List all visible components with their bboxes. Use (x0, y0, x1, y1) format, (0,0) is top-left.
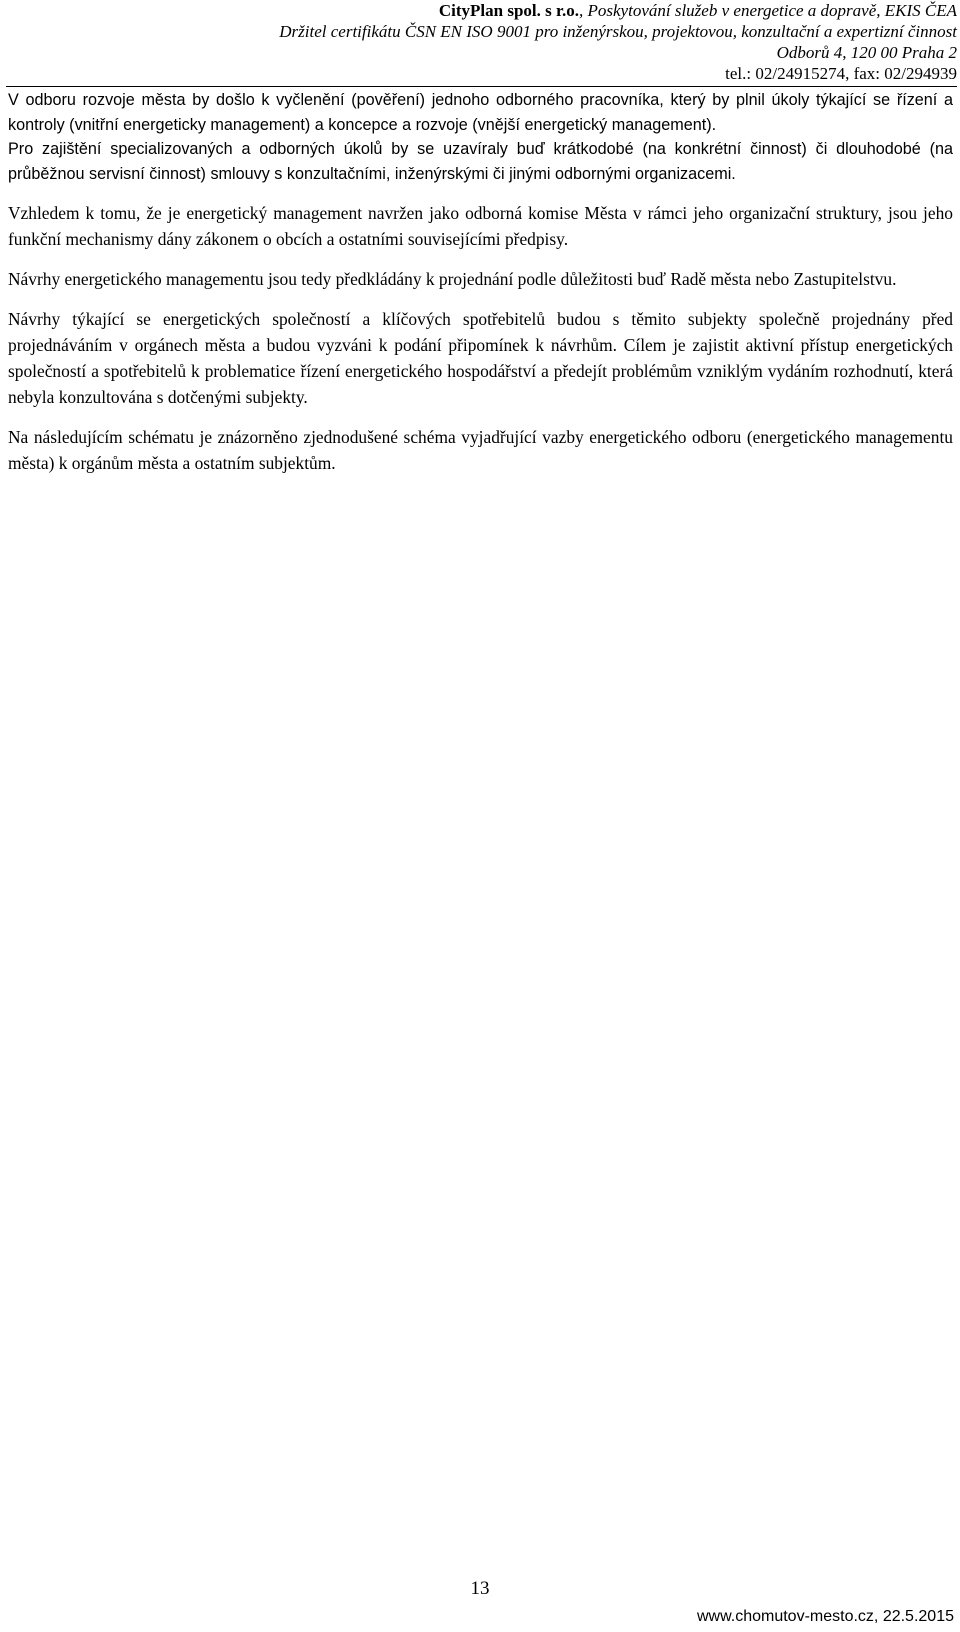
document-body (8, 88, 953, 476)
header-address: Odborů 4, 120 00 Praha 2 (776, 43, 957, 62)
page-number: 13 (470, 1578, 490, 1599)
paragraph-1: V odboru rozvoje města by došlo k vyčlenění (pověření) jednoho odborného pracovníka, který by plnil úkoly týkající se řízení a kontroly (vnitřní energeticky management) a koncepce a rozvoje (vnější energetický management). (8, 91, 953, 134)
header-certification: Držitel certifikátu ČSN EN ISO 9001 pro inženýrskou, projektovou, konzultační a expertizní činnost (279, 22, 957, 41)
footer-url: www.chomutov-mesto.cz, 22.5.2015 (696, 1608, 954, 1625)
paragraph-6: Na následujícím schématu je znázorněno zjednodušené schéma vyjadřující vazby energetického odboru (energetického managementu města) k orgánům města a ostatním subjektům. (8, 427, 953, 473)
paragraph-spacer (8, 292, 953, 306)
paragraph-spacer (8, 252, 953, 266)
paragraph-spacer (8, 186, 953, 200)
company-services: , Poskytování služeb v energetice a dopravě, EKIS ČEA (579, 1, 957, 20)
document-header (7, 0, 957, 84)
company-name: CityPlan spol. s r.o. (438, 1, 580, 20)
header-contact: tel.: 02/24915274, fax: 02/294939 (725, 64, 957, 83)
paragraph-4: Návrhy energetického managementu jsou tedy předkládány k projednání podle důležitosti buď Radě města nebo Zastupitelstvu. (8, 269, 897, 289)
paragraph-2: Pro zajištění specializovaných a odborných úkolů by se uzavíraly buď krátkodobé (na konkrétní činnost) či dlouhodobé (na průběžnou servisní činnost) smlouvy s konzultačními, inženýrskými či jinými odbornými organizacemi. (8, 140, 953, 183)
paragraph-5: Návrhy týkající se energetických společností a klíčových spotřebitelů budou s těmito subjekty společně projednány před projednáváním v orgánech města a budou vyzváni k podání připomínek k návrhům. Cílem je zajistit aktivní přístup energetických společností a spotřebitelů k problematice řízení energetického hospodářství a předejít problémům vzniklým vydáním rozhodnutí, která nebyla konzultována s dotčenými subjekty. (8, 309, 953, 407)
header-divider (6, 86, 957, 87)
paragraph-3: Vzhledem k tomu, že je energetický management navržen jako odborná komise Města v rámci jeho organizační struktury, jsou jeho funkční mechanismy dány zákonem o obcích a ostatními souvisejícími předpisy. (8, 203, 953, 249)
header-line-company (7, 0, 957, 21)
paragraph-spacer (8, 410, 953, 424)
